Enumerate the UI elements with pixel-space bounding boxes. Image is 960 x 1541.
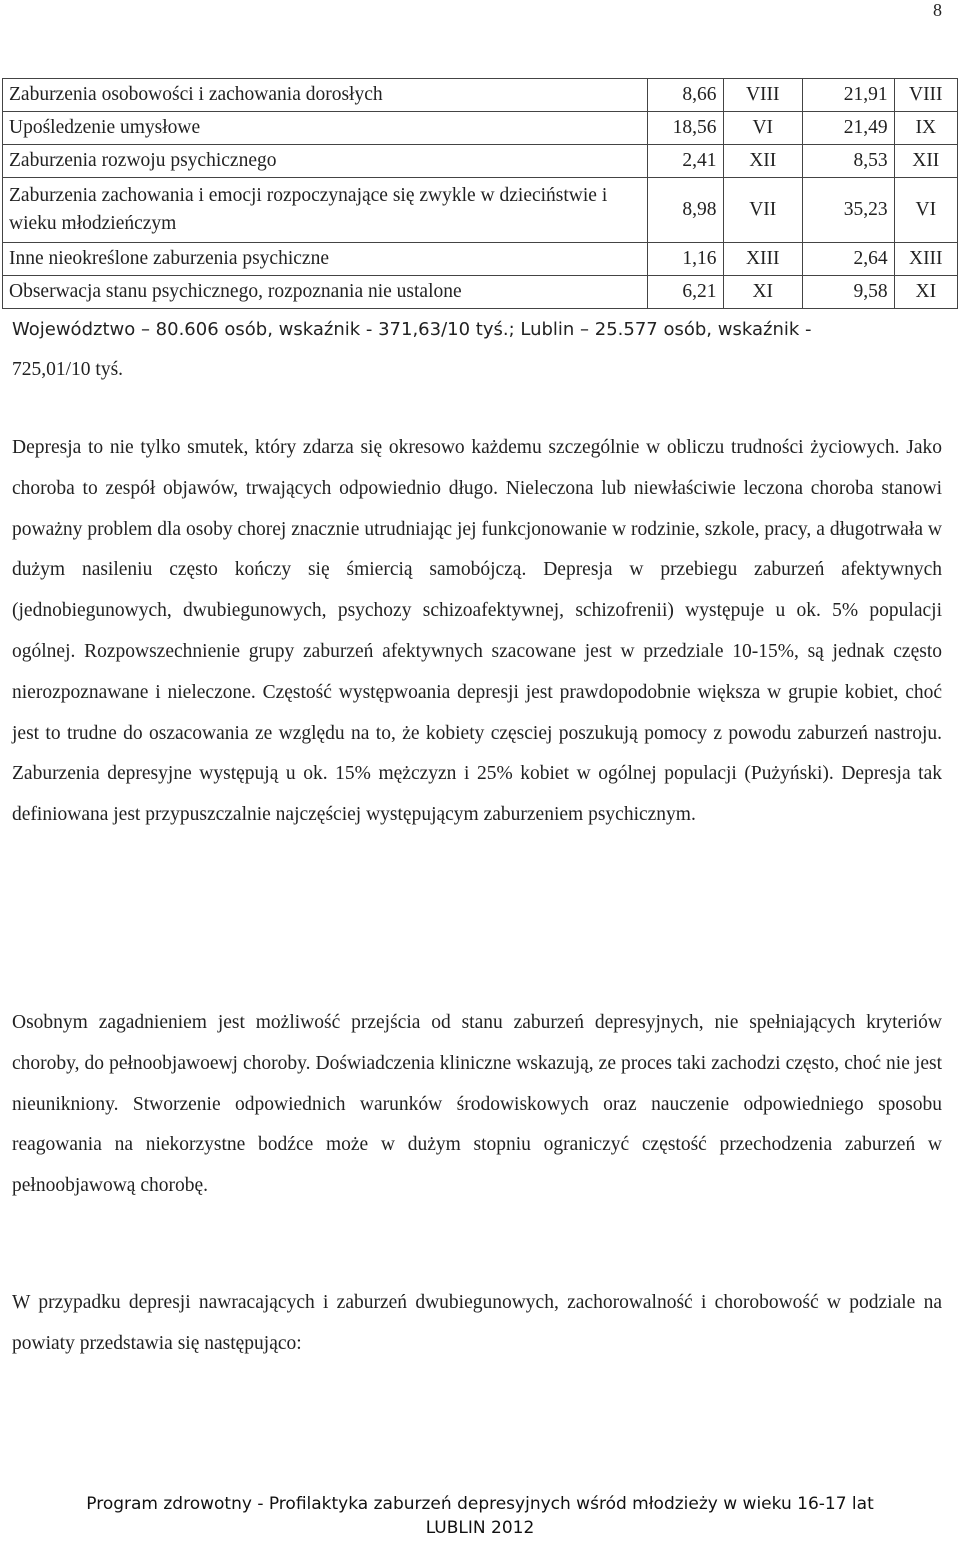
paragraph-depresja: Depresja to nie tylko smutek, który zdarza się okresowo każdemu szczególnie w obliczu trudności życiowych. Jako choroba to zespół objawów, trwających odpowiednio długo. Nieleczona lub niewłaściwie leczona choroba stanowi poważny problem dla osoby chorej znacznie utrudniając jej funkcjonowanie w rodzinie, szkole, pracy, a długotrwała w dużym nasileniu często kończy się śmiercią samobójczą. Depresja w przebiegu zaburzeń afektywnych (jednobiegunowych, dwubiegunowych, psychozy schizoafektywnej, schizofrenii) występuje u ok. 5% populacji ogólnej. Rozpowszechnienie grupy zaburzeń afektywnych szacowane jest w przedziale 10-15%, są jednak często nierozpoznawane i nieleczone. Częstość występwoania depresji jest prawdopodobnie większa w grupie kobiet, choć jest to trudne do oszacowania ze względu na to, że kobiety częsciej poszukują pomocy z powodu zaburzeń nastroju. Zaburzenia depresyjne występują u ok. 15% mężczyzn i 25% kobiet w ogólnej populacji (Pużyński). Depresja tak definiowana jest przypuszczalnie najczęściej występującym zaburzeniem psychicznym. xyxy=(12,437,942,826)
table-cell-value: 8,98 xyxy=(648,178,723,243)
table-cell-name: Zaburzenia zachowania i emocji rozpoczynające się zwykle w dzieciństwie i wieku młodzieńczym xyxy=(3,178,648,243)
table-cell-value: 2,41 xyxy=(648,145,723,178)
table-cell-value: 18,56 xyxy=(648,112,723,145)
table-cell-value: 35,23 xyxy=(803,178,895,243)
table-cell-value: 1,16 xyxy=(648,243,723,276)
paragraph-powiaty: W przypadku depresji nawracających i zaburzeń dwubiegunowych, zachorowalność i chorobowość w podziale na powiaty przedstawia się następująco: xyxy=(12,1292,942,1354)
table-cell-rank: XI xyxy=(894,276,957,309)
table-cell-rank: VIII xyxy=(723,79,802,112)
table-cell-name: Zaburzenia osobowości i zachowania dorosłych xyxy=(3,79,648,112)
table-cell-rank: XII xyxy=(723,145,802,178)
table-row xyxy=(3,276,958,309)
table-cell-rank: VII xyxy=(723,178,802,243)
table-cell-name: Inne nieokreślone zaburzenia psychiczne xyxy=(3,243,648,276)
table-cell-value: 8,53 xyxy=(803,145,895,178)
table-cell-value: 9,58 xyxy=(803,276,895,309)
paragraph-zagadnienie: Osobnym zagadnieniem jest możliwość przejścia od stanu zaburzeń depresyjnych, nie spełniających kryteriów choroby, do pełnoobjawoewj choroby. Doświadczenia kliniczne wskazują, ze proces taki zachodzi często, choć nie jest nieunikniony. Stworzenie odpowiednich warunków środowiskowych oraz nauczenie odpowiedniego sposobu reagowania na niekorzystne bodźce może w dużym stopniu ograniczyć częstość przechodzenia zaburzeń w pełnoobjawową chorobę. xyxy=(12,1012,942,1197)
wojewodztwo-summary xyxy=(12,310,942,390)
table-cell-rank: VI xyxy=(894,178,957,243)
page-number: 8 xyxy=(933,0,942,20)
wojewodztwo-line: 725,01/10 tyś. xyxy=(12,359,124,380)
table-cell-name: Zaburzenia rozwoju psychicznego xyxy=(3,145,648,178)
table-cell-value: 21,91 xyxy=(803,79,895,112)
wojewodztwo-line: Województwo – 80.606 osób, wskaźnik - 371,63/10 tyś.; Lublin – 25.577 osób, wskaźnik - xyxy=(12,319,812,340)
table-cell-rank: XI xyxy=(723,276,802,309)
table-cell-value: 21,49 xyxy=(803,112,895,145)
table-cell-name: Obserwacja stanu psychicznego, rozpoznania nie ustalone xyxy=(3,276,648,309)
table-row xyxy=(3,79,958,112)
table-cell-rank: VI xyxy=(723,112,802,145)
table-row xyxy=(3,243,958,276)
statistics-table xyxy=(2,78,958,309)
table-row xyxy=(3,178,958,243)
table-cell-value: 2,64 xyxy=(803,243,895,276)
footer-place-year: LUBLIN 2012 xyxy=(425,1518,535,1538)
table-row xyxy=(3,145,958,178)
table-row xyxy=(3,112,958,145)
table-cell-value: 6,21 xyxy=(648,276,723,309)
table-cell-name: Upośledzenie umysłowe xyxy=(3,112,648,145)
table-cell-rank: IX xyxy=(894,112,957,145)
table-cell-rank: XIII xyxy=(723,243,802,276)
table-cell-rank: VIII xyxy=(894,79,957,112)
footer-program-title: Program zdrowotny - Profilaktyka zaburzeń depresyjnych wśród młodzieży w wieku 16-17 lat xyxy=(86,1494,874,1514)
table-cell-value: 8,66 xyxy=(648,79,723,112)
table-cell-rank: XIII xyxy=(894,243,957,276)
table-cell-rank: XII xyxy=(894,145,957,178)
